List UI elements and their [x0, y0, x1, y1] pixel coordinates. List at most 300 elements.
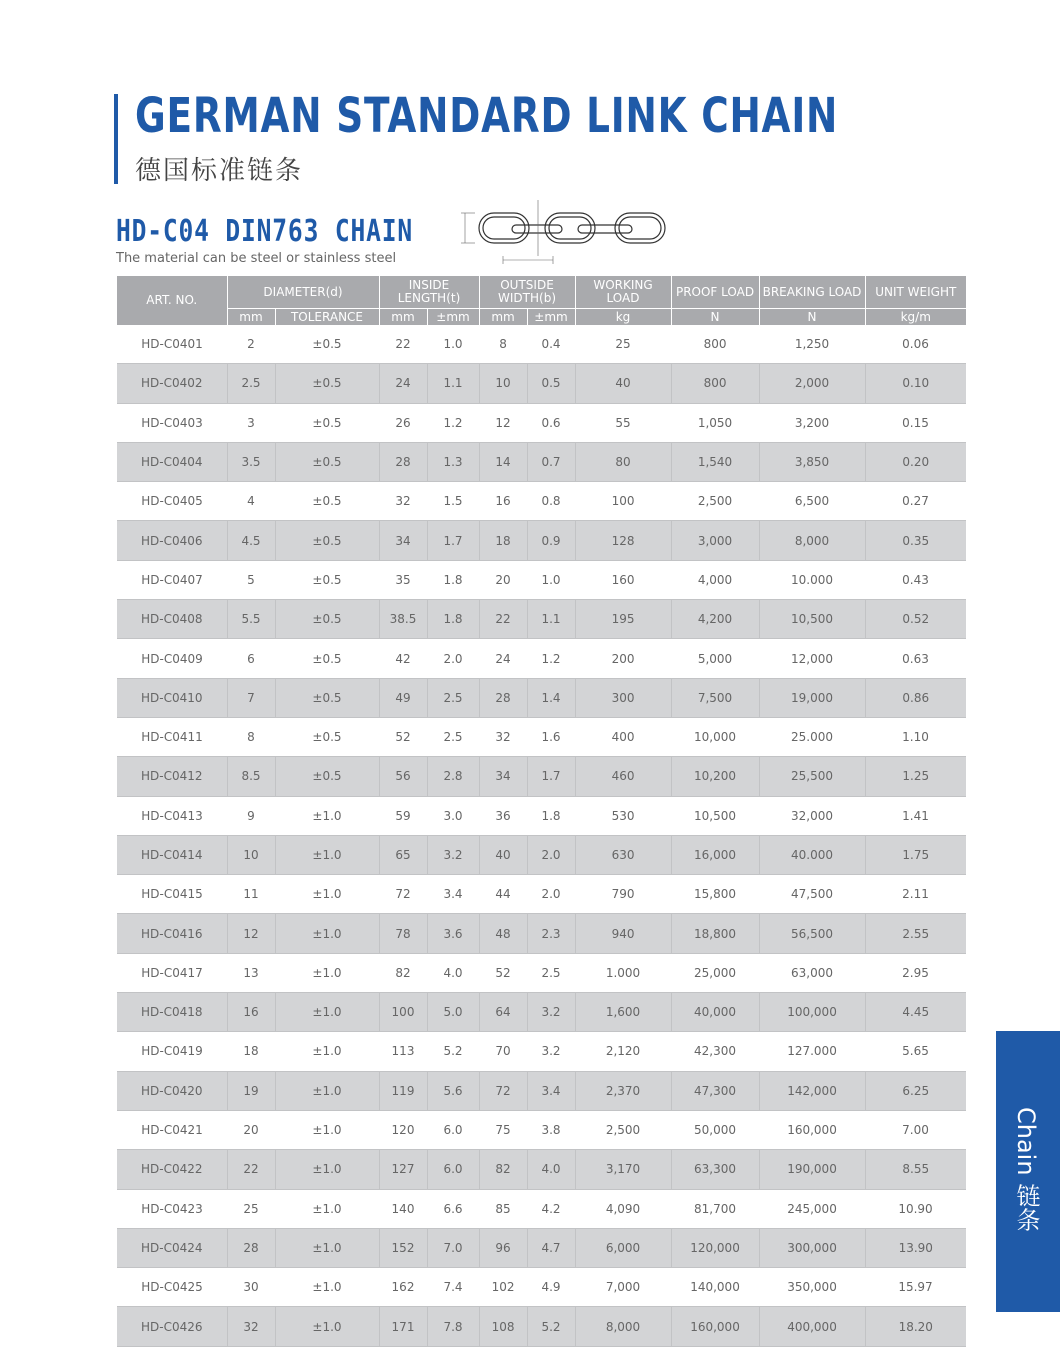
cell-diameter: 8.5	[227, 757, 275, 796]
cell-proof-load: 42,300	[694, 1044, 737, 1059]
cell-diameter: 4	[247, 494, 255, 509]
cell-working-load: 400	[611, 730, 635, 745]
cell-diameter: 5	[247, 572, 255, 587]
cell-outside-width: 108	[479, 1307, 527, 1346]
cell-inside-length: 113	[391, 1044, 415, 1059]
cell-diameter: 2	[247, 337, 255, 352]
cell-breaking-load: 8,000	[759, 521, 865, 560]
cell-proof-load: 16,000	[671, 835, 759, 874]
cell-inside-length: 82	[395, 965, 411, 980]
cell-tolerance: ±1.0	[275, 1228, 379, 1267]
cell-inside-tolerance: 4.0	[443, 965, 463, 980]
cell-unit-weight: 13.90	[865, 1228, 966, 1267]
cell-working-load: 2,500	[605, 1123, 641, 1138]
cell-tolerance: ±1.0	[312, 1201, 342, 1216]
cell-outside-tolerance: 1.6	[541, 730, 561, 745]
table-row	[117, 1268, 966, 1307]
cell-art-no: HD-C0422	[117, 1150, 227, 1189]
cell-outside-width: 12	[495, 415, 511, 430]
cell-art-no: HD-C0423	[141, 1201, 203, 1216]
cell-tolerance: ±1.0	[312, 1280, 342, 1295]
cell-proof-load: 10,200	[671, 757, 759, 796]
table-row	[117, 1071, 966, 1110]
cell-breaking-load: 25,500	[759, 757, 865, 796]
cell-unit-weight: 2.55	[865, 914, 966, 953]
cell-art-no: HD-C0414	[117, 835, 227, 874]
cell-tolerance: ±0.5	[312, 730, 342, 745]
cell-tolerance: ±0.5	[312, 572, 342, 587]
cell-working-load: 4,090	[605, 1201, 641, 1216]
cell-breaking-load: 245,000	[787, 1201, 837, 1216]
cell-unit-weight: 0.10	[865, 364, 966, 403]
cell-tolerance: ±0.5	[275, 442, 379, 481]
cell-working-load: 6,000	[575, 1228, 671, 1267]
cell-outside-width: 28	[479, 678, 527, 717]
cell-breaking-load: 32,000	[791, 808, 834, 823]
cell-outside-width: 96	[479, 1228, 527, 1267]
table-row	[117, 639, 966, 678]
cell-inside-length: 56	[379, 757, 427, 796]
cell-diameter: 7	[227, 678, 275, 717]
cell-unit-weight: 18.20	[865, 1307, 966, 1346]
cell-diameter: 16	[227, 993, 275, 1032]
unit-breaking-n: N	[759, 309, 865, 326]
cell-proof-load: 15,800	[694, 887, 737, 902]
cell-inside-length: 49	[379, 678, 427, 717]
cell-breaking-load: 47,500	[791, 887, 834, 902]
cell-unit-weight: 0.43	[902, 572, 929, 587]
cell-inside-tolerance: 5.2	[443, 1044, 463, 1059]
cell-inside-length: 162	[391, 1280, 415, 1295]
cell-inside-tolerance: 1.2	[443, 415, 463, 430]
cell-inside-length: 152	[379, 1228, 427, 1267]
cell-proof-load: 63,300	[671, 1150, 759, 1189]
cell-working-load: 40	[575, 364, 671, 403]
cell-diameter: 28	[227, 1228, 275, 1267]
cell-outside-width: 85	[495, 1201, 511, 1216]
cell-outside-tolerance: 2.0	[541, 887, 561, 902]
cell-art-no: HD-C0405	[141, 494, 203, 509]
cell-outside-tolerance: 0.6	[541, 415, 561, 430]
cell-inside-tolerance: 3.6	[427, 914, 479, 953]
cell-tolerance: ±1.0	[275, 1150, 379, 1189]
cell-proof-load: 800	[703, 337, 727, 352]
cell-unit-weight: 8.55	[865, 1150, 966, 1189]
cell-unit-weight: 0.35	[865, 521, 966, 560]
cell-proof-load: 3,000	[671, 521, 759, 560]
cell-unit-weight: 0.06	[902, 337, 929, 352]
cell-breaking-load: 190,000	[759, 1150, 865, 1189]
cell-breaking-load: 12,000	[791, 651, 834, 666]
cell-tolerance: ±1.0	[312, 1123, 342, 1138]
cell-art-no: HD-C0426	[117, 1307, 227, 1346]
cell-unit-weight: 0.27	[902, 494, 929, 509]
cell-outside-tolerance: 1.1	[527, 600, 575, 639]
cell-outside-width: 16	[495, 494, 511, 509]
cell-proof-load: 18,800	[671, 914, 759, 953]
cell-inside-length: 127	[379, 1150, 427, 1189]
cell-art-no: HD-C0402	[117, 364, 227, 403]
cell-breaking-load: 350,000	[787, 1280, 837, 1295]
cell-outside-tolerance: 2.3	[527, 914, 575, 953]
cell-inside-tolerance: 2.8	[427, 757, 479, 796]
unit-proof-n: N	[671, 309, 759, 326]
cell-outside-width: 40	[479, 835, 527, 874]
cell-inside-tolerance: 6.0	[443, 1123, 463, 1138]
header-inside-length: INSIDE LENGTH(t)	[379, 276, 479, 309]
cell-working-load: 530	[611, 808, 635, 823]
table-row	[117, 482, 966, 521]
cell-art-no: HD-C0409	[141, 651, 203, 666]
cell-proof-load: 25,000	[694, 965, 737, 980]
cell-inside-tolerance: 2.5	[427, 678, 479, 717]
cell-inside-length: 28	[379, 442, 427, 481]
header-outside-width: OUTSIDE WIDTH(b)	[479, 276, 575, 309]
cell-tolerance: ±0.5	[312, 337, 342, 352]
cell-outside-tolerance: 2.0	[527, 835, 575, 874]
cell-breaking-load: 19,000	[759, 678, 865, 717]
cell-diameter: 11	[243, 887, 259, 902]
cell-tolerance: ±1.0	[275, 993, 379, 1032]
cell-inside-length: 119	[379, 1071, 427, 1110]
cell-unit-weight: 0.63	[902, 651, 929, 666]
cell-art-no: HD-C0420	[117, 1071, 227, 1110]
cell-tolerance: ±1.0	[275, 835, 379, 874]
header-unit-weight: UNIT WEIGHT	[865, 276, 966, 309]
cell-working-load: 2,370	[575, 1071, 671, 1110]
cell-working-load: 1.000	[605, 965, 641, 980]
table-row	[117, 717, 966, 756]
cell-outside-width: 48	[479, 914, 527, 953]
cell-inside-length: 32	[395, 494, 411, 509]
section-side-tab	[996, 1031, 1060, 1312]
cell-diameter: 4.5	[227, 521, 275, 560]
cell-outside-tolerance: 5.2	[527, 1307, 575, 1346]
cell-diameter: 25	[243, 1201, 259, 1216]
cell-inside-tolerance: 1.3	[427, 442, 479, 481]
cell-tolerance: ±1.0	[275, 914, 379, 953]
cell-outside-tolerance: 4.0	[527, 1150, 575, 1189]
cell-diameter: 13	[243, 965, 259, 980]
table-row	[117, 364, 966, 403]
cell-inside-tolerance: 1.7	[427, 521, 479, 560]
header-proof-load: PROOF LOAD	[671, 276, 759, 309]
cell-inside-length: 140	[391, 1201, 415, 1216]
table-row	[117, 953, 966, 992]
table-row	[117, 1150, 966, 1189]
cell-inside-length: 65	[379, 835, 427, 874]
cell-outside-width: 10	[479, 364, 527, 403]
table-row	[117, 914, 966, 953]
cell-breaking-load: 3,850	[759, 442, 865, 481]
cell-unit-weight: 15.97	[898, 1280, 933, 1295]
cell-inside-length: 78	[379, 914, 427, 953]
table-row	[117, 560, 966, 599]
cell-unit-weight: 7.00	[902, 1123, 929, 1138]
cell-proof-load: 1,540	[671, 442, 759, 481]
title-accent-bar	[114, 94, 118, 184]
material-note: The material can be steel or stainless steel	[116, 251, 397, 266]
cell-inside-length: 120	[391, 1123, 415, 1138]
cell-working-load: 80	[575, 442, 671, 481]
cell-proof-load: 1,050	[697, 415, 733, 430]
table-row	[117, 1110, 966, 1149]
cell-tolerance: ±1.0	[312, 965, 342, 980]
cell-outside-tolerance: 0.7	[527, 442, 575, 481]
cell-proof-load: 10,500	[694, 808, 737, 823]
cell-working-load: 460	[575, 757, 671, 796]
cell-diameter: 32	[227, 1307, 275, 1346]
cell-unit-weight: 2.11	[902, 887, 929, 902]
cell-outside-width: 32	[495, 730, 511, 745]
cell-unit-weight: 1.10	[902, 730, 929, 745]
cell-diameter: 10	[227, 835, 275, 874]
cell-art-no: HD-C0404	[117, 442, 227, 481]
cell-proof-load: 10,000	[694, 730, 737, 745]
cell-tolerance: ±1.0	[312, 887, 342, 902]
cell-unit-weight: 10.90	[898, 1201, 933, 1216]
cell-proof-load: 7,500	[671, 678, 759, 717]
side-tab-label: Chain 链条	[1012, 1107, 1040, 1232]
cell-inside-tolerance: 7.4	[443, 1280, 463, 1295]
cell-working-load: 2,120	[605, 1044, 641, 1059]
cell-breaking-load: 63,000	[791, 965, 834, 980]
cell-unit-weight: 1.41	[902, 808, 929, 823]
cell-diameter: 3.5	[227, 442, 275, 481]
cell-outside-tolerance: 1.2	[541, 651, 561, 666]
specification-table	[117, 276, 966, 1347]
cell-inside-length: 171	[379, 1307, 427, 1346]
cell-working-load: 300	[575, 678, 671, 717]
cell-working-load: 55	[615, 415, 631, 430]
cell-outside-tolerance: 0.5	[527, 364, 575, 403]
cell-diameter: 2.5	[227, 364, 275, 403]
cell-art-no: HD-C0424	[117, 1228, 227, 1267]
cell-working-load: 100	[611, 494, 635, 509]
cell-proof-load: 2,500	[697, 494, 733, 509]
cell-outside-width: 72	[479, 1071, 527, 1110]
cell-working-load: 160	[611, 572, 635, 587]
cell-working-load: 940	[575, 914, 671, 953]
cell-proof-load: 800	[671, 364, 759, 403]
cell-outside-width: 82	[479, 1150, 527, 1189]
cell-outside-tolerance: 4.9	[541, 1280, 561, 1295]
cell-outside-tolerance: 2.5	[541, 965, 561, 980]
cell-diameter: 22	[227, 1150, 275, 1189]
cell-diameter: 6	[247, 651, 255, 666]
cell-art-no: HD-C0425	[141, 1280, 203, 1295]
cell-outside-width: 22	[479, 600, 527, 639]
cell-inside-length: 26	[395, 415, 411, 430]
cell-inside-tolerance: 1.5	[443, 494, 463, 509]
product-title: HD-C04 DIN763 CHAIN	[116, 214, 413, 249]
cell-tolerance: ±0.5	[275, 521, 379, 560]
cell-art-no: HD-C0415	[141, 887, 203, 902]
cell-outside-width: 52	[495, 965, 511, 980]
cell-outside-tolerance: 3.2	[527, 993, 575, 1032]
cell-outside-tolerance: 1.4	[527, 678, 575, 717]
cell-working-load: 630	[575, 835, 671, 874]
unit-working-kg: kg	[575, 309, 671, 326]
header-diameter: DIAMETER(d)	[227, 276, 379, 309]
cell-diameter: 30	[243, 1280, 259, 1295]
header-breaking-load: BREAKING LOAD	[759, 276, 865, 309]
cell-outside-tolerance: 0.9	[527, 521, 575, 560]
cell-art-no: HD-C0408	[117, 600, 227, 639]
cell-breaking-load: 2,000	[759, 364, 865, 403]
cell-outside-width: 36	[495, 808, 511, 823]
table-row	[117, 993, 966, 1032]
cell-diameter: 8	[247, 730, 255, 745]
cell-outside-tolerance: 1.7	[527, 757, 575, 796]
cell-unit-weight: 0.15	[902, 415, 929, 430]
cell-breaking-load: 40.000	[759, 835, 865, 874]
cell-inside-tolerance: 5.0	[427, 993, 479, 1032]
cell-tolerance: ±0.5	[275, 678, 379, 717]
cell-breaking-load: 100,000	[759, 993, 865, 1032]
cell-unit-weight: 0.20	[865, 442, 966, 481]
cell-tolerance: ±1.0	[275, 1071, 379, 1110]
cell-working-load: 195	[575, 600, 671, 639]
cell-breaking-load: 300,000	[759, 1228, 865, 1267]
cell-tolerance: ±0.5	[275, 600, 379, 639]
cell-diameter: 3	[247, 415, 255, 430]
cell-inside-length: 38.5	[379, 600, 427, 639]
cell-unit-weight: 5.65	[902, 1044, 929, 1059]
cell-breaking-load: 56,500	[759, 914, 865, 953]
cell-proof-load: 5,000	[697, 651, 733, 666]
cell-outside-tolerance: 3.8	[541, 1123, 561, 1138]
cell-art-no: HD-C0418	[117, 993, 227, 1032]
cell-unit-weight: 4.45	[865, 993, 966, 1032]
cell-proof-load: 50,000	[694, 1123, 737, 1138]
table-body	[117, 325, 966, 1346]
cell-inside-tolerance: 1.8	[443, 572, 463, 587]
cell-inside-tolerance: 2.0	[443, 651, 463, 666]
cell-unit-weight: 6.25	[865, 1071, 966, 1110]
cell-outside-width: 14	[479, 442, 527, 481]
unit-diameter-mm: mm	[227, 309, 275, 326]
cell-inside-tolerance: 3.0	[443, 808, 463, 823]
cell-inside-length: 52	[395, 730, 411, 745]
cell-outside-width: 75	[495, 1123, 511, 1138]
cell-working-load: 790	[611, 887, 635, 902]
cell-inside-tolerance: 2.5	[443, 730, 463, 745]
table-row	[117, 403, 966, 442]
page-title-chinese: 德国标准链条	[135, 156, 304, 186]
cell-art-no: HD-C0410	[117, 678, 227, 717]
cell-breaking-load: 10.000	[791, 572, 834, 587]
cell-art-no: HD-C0401	[141, 337, 203, 352]
cell-art-no: HD-C0407	[141, 572, 203, 587]
cell-inside-tolerance: 6.0	[427, 1150, 479, 1189]
cell-proof-load: 160,000	[671, 1307, 759, 1346]
cell-inside-length: 34	[379, 521, 427, 560]
unit-outside-tolerance: ±mm	[527, 309, 575, 326]
cell-working-load: 25	[615, 337, 631, 352]
cell-outside-tolerance: 3.4	[527, 1071, 575, 1110]
cell-art-no: HD-C0406	[117, 521, 227, 560]
cell-inside-length: 100	[379, 993, 427, 1032]
cell-inside-length: 35	[395, 572, 411, 587]
cell-breaking-load: 160,000	[787, 1123, 837, 1138]
cell-diameter: 18	[243, 1044, 259, 1059]
cell-breaking-load: 127.000	[787, 1044, 837, 1059]
cell-outside-tolerance: 4.2	[541, 1201, 561, 1216]
cell-tolerance: ±1.0	[312, 808, 342, 823]
cell-working-load: 3,170	[575, 1150, 671, 1189]
unit-outside-mm: mm	[479, 309, 527, 326]
table-row	[117, 1032, 966, 1071]
cell-outside-width: 34	[479, 757, 527, 796]
cell-breaking-load: 10,500	[759, 600, 865, 639]
cell-art-no: HD-C0417	[141, 965, 203, 980]
cell-art-no: HD-C0411	[141, 730, 203, 745]
table-row	[117, 796, 966, 835]
cell-inside-length: 72	[395, 887, 411, 902]
cell-outside-tolerance: 4.7	[527, 1228, 575, 1267]
cell-working-load: 200	[611, 651, 635, 666]
cell-proof-load: 140,000	[690, 1280, 740, 1295]
cell-unit-weight: 0.86	[865, 678, 966, 717]
cell-tolerance: ±0.5	[275, 757, 379, 796]
cell-tolerance: ±1.0	[275, 1307, 379, 1346]
cell-inside-tolerance: 3.4	[443, 887, 463, 902]
cell-inside-tolerance: 1.1	[427, 364, 479, 403]
cell-art-no: HD-C0403	[141, 415, 203, 430]
cell-inside-tolerance: 1.8	[427, 600, 479, 639]
cell-tolerance: ±1.0	[312, 1044, 342, 1059]
cell-breaking-load: 3,200	[794, 415, 830, 430]
cell-art-no: HD-C0413	[141, 808, 203, 823]
table-row	[117, 1189, 966, 1228]
cell-outside-width: 70	[495, 1044, 511, 1059]
header-art-no: ART. NO.	[117, 276, 227, 325]
cell-outside-width: 44	[495, 887, 511, 902]
cell-outside-width: 18	[479, 521, 527, 560]
cell-outside-tolerance: 3.2	[541, 1044, 561, 1059]
table-row	[117, 442, 966, 481]
cell-inside-length: 22	[395, 337, 411, 352]
page-title: GERMAN STANDARD LINK CHAIN	[135, 88, 839, 144]
cell-breaking-load: 1,250	[794, 337, 830, 352]
cell-outside-tolerance: 0.4	[541, 337, 561, 352]
cell-proof-load: 4,000	[697, 572, 733, 587]
cell-outside-tolerance: 1.0	[541, 572, 561, 587]
cell-diameter: 5.5	[227, 600, 275, 639]
table-row	[117, 757, 966, 796]
cell-proof-load: 120,000	[671, 1228, 759, 1267]
cell-diameter: 9	[247, 808, 255, 823]
cell-unit-weight: 1.75	[865, 835, 966, 874]
cell-proof-load: 81,700	[694, 1201, 737, 1216]
cell-inside-tolerance: 1.0	[443, 337, 463, 352]
cell-proof-load: 4,200	[671, 600, 759, 639]
table-row	[117, 835, 966, 874]
cell-diameter: 12	[227, 914, 275, 953]
cell-outside-tolerance: 0.8	[541, 494, 561, 509]
cell-outside-tolerance: 1.8	[541, 808, 561, 823]
cell-unit-weight: 1.25	[865, 757, 966, 796]
cell-inside-tolerance: 6.6	[443, 1201, 463, 1216]
cell-art-no: HD-C0412	[117, 757, 227, 796]
cell-art-no: HD-C0419	[141, 1044, 203, 1059]
cell-working-load: 1,600	[575, 993, 671, 1032]
cell-art-no: HD-C0416	[117, 914, 227, 953]
cell-breaking-load: 25.000	[791, 730, 834, 745]
cell-art-no: HD-C0421	[141, 1123, 203, 1138]
cell-inside-tolerance: 7.8	[427, 1307, 479, 1346]
